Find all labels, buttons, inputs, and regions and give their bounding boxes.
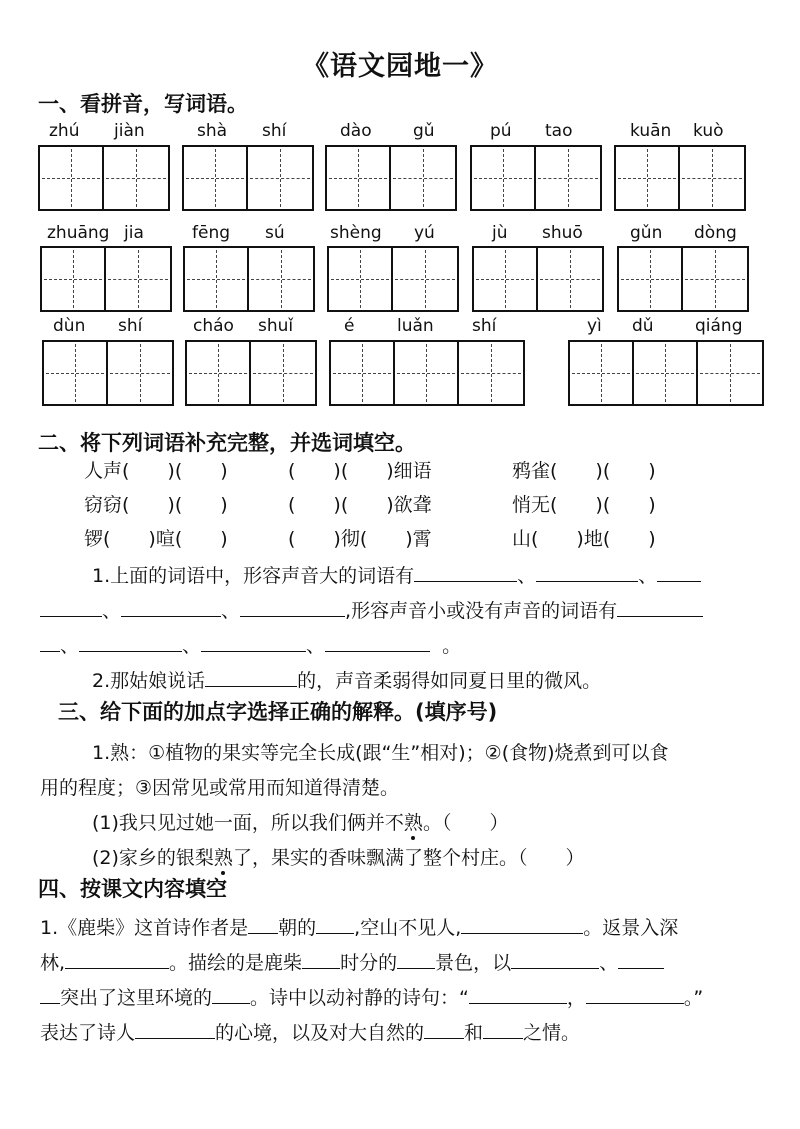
pinyin: sú [265,223,285,243]
writing-grid[interactable] [568,340,764,406]
answer-blank[interactable] [325,633,430,652]
pinyin: jù [492,223,508,243]
writing-grid[interactable] [472,246,604,312]
writing-grid[interactable] [185,340,317,406]
answer-blank[interactable] [135,1020,215,1039]
pinyin: luǎn [397,316,434,336]
definition-line: 用的程度；③因常见或常用而知道得清楚。 [40,777,400,799]
answer-blank[interactable] [316,915,354,934]
dotted-char: 熟 [403,812,423,834]
pinyin: pú [490,121,512,141]
pinyin: tao [545,121,573,141]
pinyin: zhuāng [47,223,110,243]
pinyin: zhú [49,121,80,141]
writing-grid[interactable] [38,145,170,211]
pinyin: é [344,316,355,336]
answer-blank[interactable] [40,598,102,617]
page-title: 《语文园地一》 [302,51,498,82]
answer-blank[interactable] [212,985,250,1004]
writing-grid[interactable] [183,246,315,312]
fill-line: 1.《鹿柴》这首诗作者是 朝的 ,空山不见人, 。返景入深 [40,917,679,939]
question-line: 、 、 、 。 [40,631,461,658]
pinyin: cháo [193,316,234,336]
writing-grid[interactable] [325,145,457,211]
pinyin: shí [118,316,143,336]
section3-heading: 三、给下面的加点字选择正确的解释。(填序号) [58,700,498,724]
pinyin: shà [197,121,228,141]
pinyin: fēng [192,223,231,243]
answer-blank[interactable] [414,563,517,582]
pinyin: gǔn [630,223,663,243]
pinyin: shí [472,316,497,336]
section2-heading: 二、将下列词语补充完整，并选词填空。 [38,431,416,455]
pinyin: yú [414,223,435,243]
answer-blank[interactable] [240,598,345,617]
pinyin: dùn [53,316,86,336]
answer-blank[interactable] [536,563,638,582]
fill-line: 表达了诗人 的心境，以及对大自然的 和 之情。 [40,1022,581,1044]
writing-grid[interactable] [614,145,746,211]
writing-grid[interactable] [617,246,749,312]
answer-blank[interactable] [40,985,60,1004]
pinyin: kuò [693,121,724,141]
pinyin: kuān [630,121,672,141]
pinyin: shuǐ [258,316,294,336]
sentence-2: (2)家乡的银梨熟了，果实的香味飘满了整个村庄。（ ） [92,847,585,869]
answer-blank[interactable] [617,598,703,617]
idiom-item: 山( )地( ) [512,528,656,550]
idiom-item: 窃窃( )( ) [84,494,228,516]
answer-blank[interactable] [302,950,340,969]
pinyin: dǔ [632,316,654,336]
question-line: 1.上面的词语中，形容声音大的词语有 、 、 [92,561,701,588]
idiom-item: ( )彻( )霄 [288,528,432,550]
idiom-item: ( )( )欲聋 [288,494,432,516]
pinyin: dào [340,121,372,141]
idiom-item: 悄无( )( ) [512,494,656,516]
answer-blank[interactable] [205,668,297,687]
answer-blank[interactable] [618,950,664,969]
section4-heading: 四、按课文内容填空 [38,877,227,901]
fill-line: 突出了这里环境的 。诗中以动衬静的诗句：“ ， 。” [40,983,703,1010]
writing-grid[interactable] [182,145,314,211]
idiom-item: 锣( )喧( ) [84,528,228,550]
pinyin: jiàn [114,121,145,141]
dotted-char: 熟 [213,847,233,869]
writing-grid[interactable] [42,340,174,406]
answer-blank[interactable] [121,598,221,617]
pinyin: shí [262,121,287,141]
question-line: 、 、 ,形容声音小或没有声音的词语有 [40,596,703,623]
answer-blank[interactable] [469,985,567,1004]
writing-grid[interactable] [40,246,172,312]
answer-blank[interactable] [461,915,583,934]
definition-line: 1.熟：①植物的果实等完全长成(跟“生”相对)；②(食物)烧煮到可以食 [92,742,669,764]
section1-heading: 一、看拼音，写词语。 [38,92,248,116]
answer-blank[interactable] [424,1020,464,1039]
writing-grid[interactable] [327,246,459,312]
idiom-item: ( )( )细语 [288,460,432,482]
answer-blank[interactable] [79,633,182,652]
pinyin: shèng [330,223,382,243]
answer-blank[interactable] [511,950,599,969]
writing-grid[interactable] [470,145,602,211]
answer-blank[interactable] [586,985,684,1004]
pinyin: shuō [542,223,583,243]
fill-line: 林, 。描绘的是鹿柴 时分的 景色，以 、 [40,948,664,975]
pinyin: jia [124,223,144,243]
idiom-item: 鸦雀( )( ) [512,460,656,482]
writing-grid[interactable] [329,340,525,406]
question-line: 2.那姑娘说话 的，声音柔弱得如同夏日里的微风。 [92,670,602,692]
answer-blank[interactable] [397,950,435,969]
idiom-item: 人声( )( ) [84,460,228,482]
pinyin: qiáng [695,316,743,336]
answer-blank[interactable] [248,915,278,934]
answer-blank[interactable] [483,1020,523,1039]
answer-blank[interactable] [40,633,60,652]
pinyin: yì [587,316,602,336]
answer-blank[interactable] [657,563,701,582]
pinyin: gǔ [413,121,435,141]
sentence-1: (1)我只见过她一面，所以我们俩并不熟。（ ） [92,812,509,834]
answer-blank[interactable] [201,633,306,652]
answer-blank[interactable] [65,950,169,969]
pinyin: dòng [694,223,737,243]
